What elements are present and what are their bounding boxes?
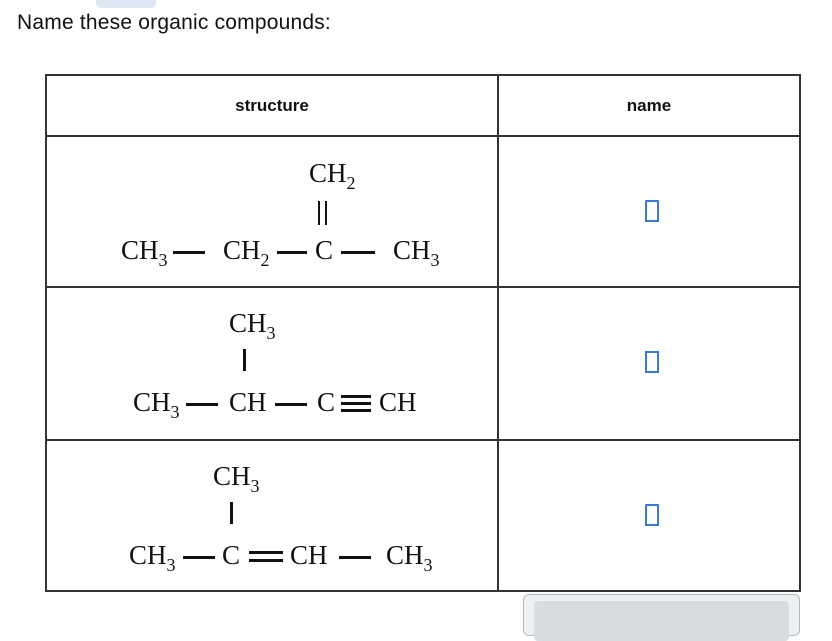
answer-input[interactable] (645, 504, 659, 526)
chain-group-4: $CH_3$ (386, 539, 433, 575)
action-button[interactable] (534, 601, 789, 641)
chain-group-3: C (315, 235, 334, 266)
name-cell (498, 287, 800, 439)
table-row (46, 440, 800, 591)
chain-group-2: $CH_2$ (223, 235, 270, 271)
name-cell (498, 136, 800, 287)
branch-group: $CH_3$ (229, 308, 276, 344)
structure-cell (46, 440, 498, 591)
table-row (46, 287, 800, 439)
table-row (46, 136, 800, 287)
answer-input[interactable] (645, 200, 659, 222)
single-bond (339, 556, 371, 559)
question-prompt: Name these organic compounds: (17, 11, 331, 34)
chain-group-2: CH (229, 387, 267, 418)
single-bond-vertical (243, 349, 246, 371)
chain-group-3: CH (290, 539, 328, 570)
triple-bond-2 (341, 402, 371, 405)
triple-bond-3 (341, 409, 371, 412)
double-bond-2 (249, 559, 283, 562)
compound-table (45, 74, 801, 592)
chain-group-3: C (317, 387, 336, 418)
structural-formula (47, 137, 497, 286)
triple-bond (341, 395, 371, 398)
double-bond-vertical (318, 201, 320, 225)
structural-formula (47, 441, 497, 590)
single-bond (277, 251, 307, 254)
structure-header: structure (46, 75, 498, 136)
name-cell (498, 440, 800, 591)
chain-group-2: C (222, 539, 241, 570)
structural-formula (47, 288, 497, 438)
double-bond (249, 551, 283, 554)
name-header: name (498, 75, 800, 136)
top-tab[interactable] (96, 0, 156, 8)
single-bond (341, 251, 375, 254)
branch-group: $CH_2$ (309, 158, 356, 194)
double-bond-vertical-2 (325, 201, 327, 225)
header-row (46, 75, 800, 136)
chain-group-1: $CH_3$ (133, 387, 180, 423)
chain-group-4: $CH_3$ (393, 235, 440, 271)
chain-group-4: CH (379, 387, 417, 418)
single-bond (186, 403, 218, 406)
chain-group-1: $CH_3$ (129, 539, 176, 575)
single-bond (275, 403, 307, 406)
answer-input[interactable] (645, 351, 659, 373)
action-bar[interactable] (523, 594, 800, 636)
single-bond (173, 251, 205, 254)
branch-group: $CH_3$ (213, 460, 260, 496)
structure-cell (46, 287, 498, 439)
chain-group-1: $CH_3$ (121, 235, 168, 271)
single-bond-vertical (230, 502, 233, 524)
structure-cell (46, 136, 498, 287)
single-bond (183, 556, 215, 559)
